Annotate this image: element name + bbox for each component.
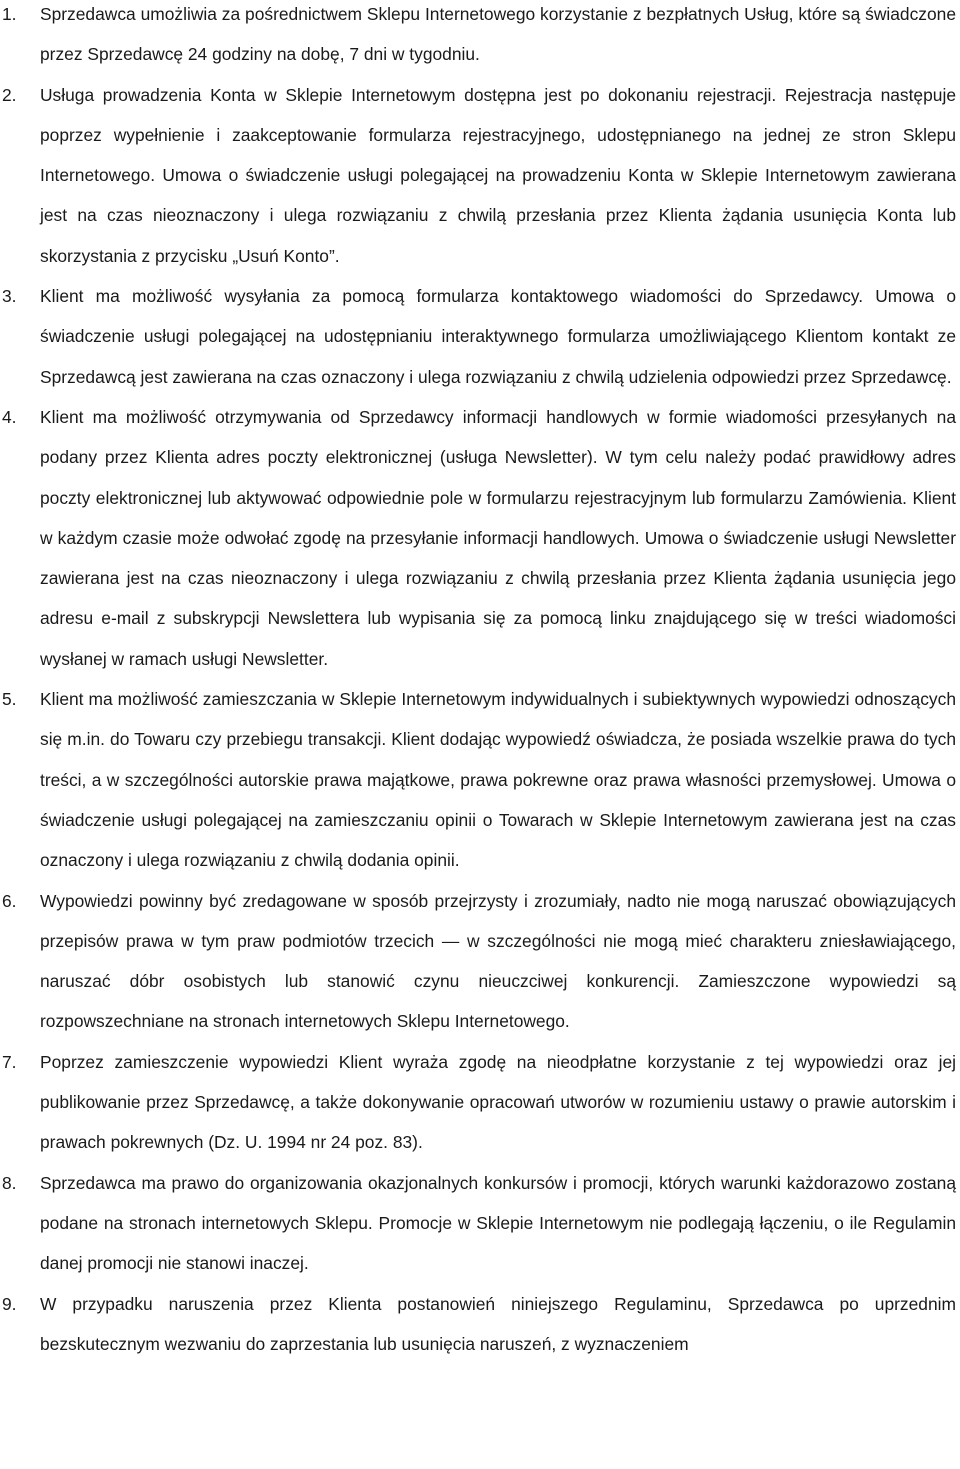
item-text: Klient ma możliwość zamieszczania w Sklepie Internetowym indywidualnych i subiektywnych wypowiedzi odnoszących się m.in. do Towaru czy przebiegu transakcji. Klient dodając wypowiedź oświadcza, że posiada wszelkie prawa do tych treści, a w szczególności autorskie prawa majątkowe, prawa pokrewne oraz prawa własności przemysłowej. Umowa o świadczenie usługi polegającej na zamieszczaniu opinii o Towarach w Sklepie Internetowym zawierana jest na czas oznaczony i ulega rozwiązaniu z chwilą dodania opinii. xyxy=(40,689,956,871)
item-number: 5. xyxy=(2,689,17,710)
list-item xyxy=(0,881,960,1042)
item-number: 3. xyxy=(2,286,17,307)
list-item xyxy=(0,397,960,679)
item-text: Klient ma możliwość otrzymywania od Sprzedawcy informacji handlowych w formie wiadomości przesyłanych na podany przez Klienta adres poczty elektronicznej (usługa Newsletter). W tym celu należy podać prawidłowy adres poczty elektronicznej lub aktywować odpowiednie pole w formularzu rejestracyjnym lub formularzu Zamówienia. Klient w każdym czasie może odwołać zgodę na przesyłanie informacji handlowych. Umowa o świadczenie usługi Newsletter zawierana jest na czas nieoznaczony i ulega rozwiązaniu z chwilą przesłania przez Klienta żądania usunięcia jego adresu e-mail z subskrypcji Newslettera lub wypisania się za pomocą linku znajdującego się w treści wiadomości wysłanej w ramach usługi Newsletter. xyxy=(40,406,956,669)
list-item xyxy=(0,679,960,880)
list-item xyxy=(0,1042,960,1163)
item-number: 9. xyxy=(2,1293,17,1314)
item-text: Usługa prowadzenia Konta w Sklepie Internetowym dostępna jest po dokonaniu rejestracji. Rejestracja następuje poprzez wypełnienie i zaakceptowanie formularza rejestracyjnego, udostępnianego na jednej ze stron Sklepu Internetowego. Umowa o świadczenie usługi polegającej na prowadzeniu Konta w Sklepie Internetowym zawierana jest na czas nieoznaczony i ulega rozwiązaniu z chwilą przesłania przez Klienta żądania usunięcia Konta lub skorzystania z przycisku „Usuń Konto”. xyxy=(40,84,956,266)
item-number: 7. xyxy=(2,1051,17,1072)
item-text: W przypadku naruszenia przez Klienta postanowień niniejszego Regulaminu, Sprzedawca po uprzednim bezskutecznym wezwaniu do zaprzestania lub usunięcia naruszeń, z wyznaczeniem xyxy=(40,1293,956,1354)
list-item xyxy=(0,1284,960,1365)
item-text: Sprzedawca ma prawo do organizowania okazjonalnych konkursów i promocji, których warunki każdorazowo zostaną podane na stronach internetowych Sklepu. Promocje w Sklepie Internetowym nie podlegają łączeniu, o ile Regulamin danej promocji nie stanowi inaczej. xyxy=(40,1172,956,1274)
list-item xyxy=(0,0,960,75)
item-number: 8. xyxy=(2,1172,17,1193)
item-text: Sprzedawca umożliwia za pośrednictwem Sklepu Internetowego korzystanie z bezpłatnych Usług, które są świadczone przez Sprzedawcę 24 godziny na dobę, 7 dni w tygodniu. xyxy=(40,4,956,65)
list-item xyxy=(0,1163,960,1284)
item-text: Wypowiedzi powinny być zredagowane w sposób przejrzysty i zrozumiały, nadto nie mogą naruszać obowiązujących przepisów prawa w tym praw podmiotów trzecich — w szczególności nie mogą mieć charakteru zniesławiającego, naruszać dóbr osobistych lub stanowić czynu nieuczciwej konkurencji. Zamieszczone wypowiedzi są rozpowszechniane na stronach internetowych Sklepu Internetowego. xyxy=(40,890,956,1032)
item-number: 1. xyxy=(2,4,17,24)
list-item xyxy=(0,75,960,276)
item-number: 2. xyxy=(2,84,17,105)
item-text: Klient ma możliwość wysyłania za pomocą formularza kontaktowego wiadomości do Sprzedawcy. Umowa o świadczenie usługi polegającej na udostępnianiu interaktywnego formularza umożliwiającego Klientom kontakt ze Sprzedawcą jest zawierana na czas oznaczony i ulega rozwiązaniu z chwilą udzielenia odpowiedzi przez Sprzedawcę. xyxy=(40,286,956,387)
item-number: 6. xyxy=(2,890,17,911)
item-number: 4. xyxy=(2,406,17,427)
list-item xyxy=(0,276,960,397)
item-text: Poprzez zamieszczenie wypowiedzi Klient wyraża zgodę na nieodpłatne korzystanie z tej wypowiedzi oraz jej publikowanie przez Sprzedawcę, a także dokonywanie opracowań utworów w rozumieniu ustawy o prawie autorskim i prawach pokrewnych (Dz. U. 1994 nr 24 poz. 83). xyxy=(40,1051,956,1153)
